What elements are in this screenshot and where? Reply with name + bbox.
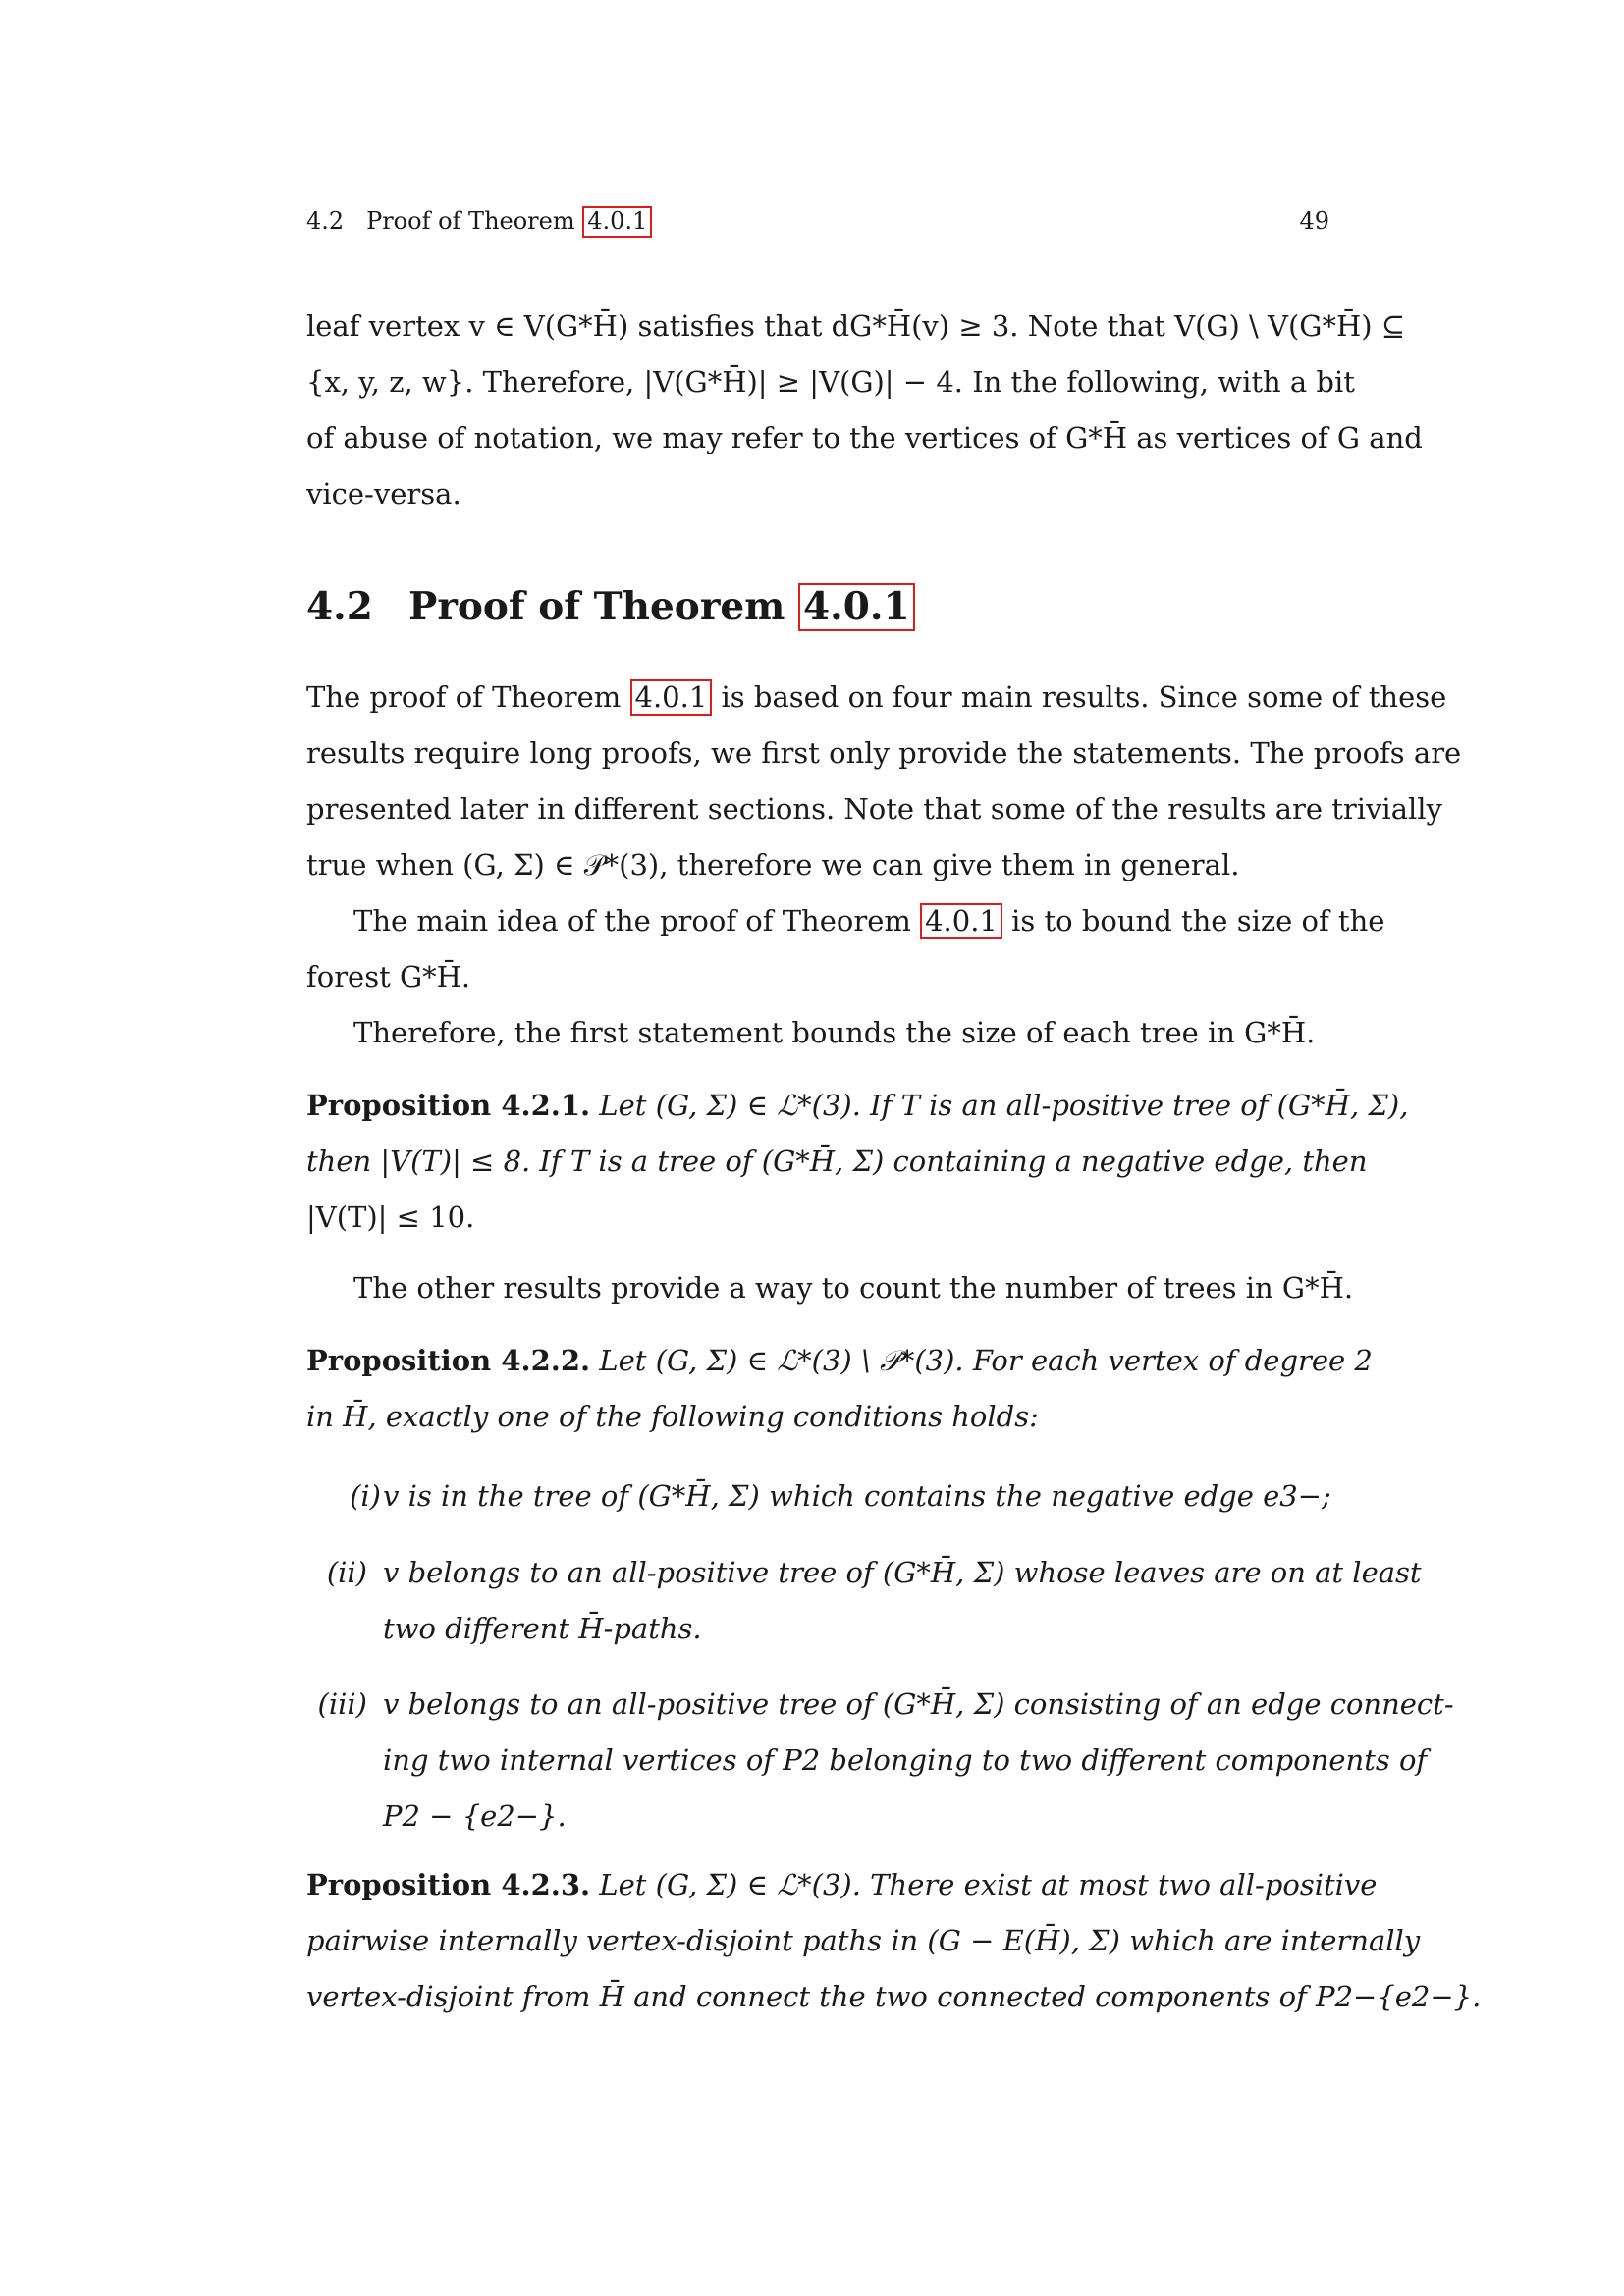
list-item-label: (ii) [326, 1556, 367, 1589]
intro-line: leaf vertex v ∈ V(G*H̄) satisfies that dG*H̄(v) ≥ 3. Note that V(G) \ V(G*H̄) ⊆ [306, 309, 1406, 343]
proposition-line: in H̄, exactly one of the following conditions holds: [306, 1400, 1039, 1433]
list-item-label: (i) [350, 1479, 381, 1513]
proposition-line [306, 1078, 1409, 1134]
proposition-4-2-2 [306, 1333, 1373, 1445]
paragraph-line [306, 669, 1447, 725]
paragraph-1 [306, 669, 1462, 893]
text-run: The proof of Theorem [306, 680, 622, 714]
list-item-line: two different H̄-paths. [383, 1612, 702, 1645]
section-number: 4.2 [306, 584, 373, 629]
intro-line: of abuse of notation, we may refer to the vertices of G*H̄ as vertices of G and [306, 421, 1423, 454]
list-item-ii [326, 1545, 1422, 1657]
list-item-label: (iii) [317, 1687, 367, 1721]
proposition-label: Proposition 4.2.3. [306, 1868, 591, 1901]
proposition-line: pairwise internally vertex-disjoint paths in (G − E(H̄), Σ) which are internally [306, 1924, 1421, 1957]
paragraph-3 [306, 1005, 1329, 1061]
list-item-line: ing two internal vertices of P2 belonging to two different components of [383, 1743, 1428, 1777]
intro-line: {x, y, z, w}. Therefore, |V(G*H̄)| ≥ |V(G)| − 4. In the following, with a bit [306, 365, 1355, 399]
paragraph-4 [306, 1260, 1354, 1316]
header-title: Proof of Theorem [366, 207, 575, 235]
section-title: Proof of Theorem [408, 584, 785, 629]
paragraph-line: forest G*H̄. [306, 960, 471, 993]
section-heading [306, 579, 915, 634]
text-run: is to bound the size of the [1011, 904, 1385, 937]
intro-line: vice-versa. [306, 477, 461, 510]
text-run: is based on four main results. Since some of these [721, 680, 1447, 714]
proposition-text: Let (G, Σ) ∈ ℒ*(3). If T is an all-positive tree of (G*H̄, Σ), [599, 1089, 1409, 1122]
paragraph-line: true when (G, Σ) ∈ 𝒫*(3), therefore we can give them in general. [306, 848, 1240, 881]
theorem-link[interactable]: 4.0.1 [920, 903, 1002, 939]
intro-paragraph [306, 298, 1423, 522]
proposition-text: Let (G, Σ) ∈ ℒ*(3) \ 𝒫*(3). For each vertex of degree 2 [599, 1344, 1373, 1377]
proposition-line: then |V(T)| ≤ 8. If T is a tree of (G*H̄, Σ) containing a negative edge, then [306, 1145, 1368, 1178]
list-item-line: v belongs to an all-positive tree of (G*H̄, Σ) consisting of an edge connect- [383, 1687, 1454, 1721]
section-theorem-link[interactable]: 4.0.1 [798, 583, 915, 631]
proposition-4-2-3 [306, 1857, 1482, 2025]
list-item-line: v belongs to an all-positive tree of (G*H̄, Σ) whose leaves are on at least [383, 1556, 1422, 1589]
paragraph-line: The other results provide a way to count the number of trees in G*H̄. [353, 1271, 1354, 1305]
paragraph-line: Therefore, the first statement bounds the size of each tree in G*H̄. [353, 1016, 1316, 1049]
proposition-line [306, 1857, 1378, 1913]
list-item-iii [317, 1677, 1454, 1844]
proposition-label: Proposition 4.2.2. [306, 1344, 591, 1377]
header-theorem-link[interactable]: 4.0.1 [582, 206, 652, 238]
proposition-line: vertex-disjoint from H̄ and connect the two connected components of P2−{e2−}. [306, 1980, 1482, 2013]
proposition-4-2-1 [306, 1078, 1409, 1246]
text-run: The main idea of the proof of Theorem [353, 904, 911, 937]
theorem-link[interactable]: 4.0.1 [630, 679, 713, 716]
list-item-line: P2 − {e2−}. [383, 1799, 567, 1833]
paragraph-line: presented later in different sections. Note that some of the results are trivially [306, 792, 1442, 826]
paragraph-line: results require long proofs, we first only provide the statements. The proofs are [306, 736, 1462, 770]
paragraph-2 [306, 893, 1385, 1005]
header-left [306, 204, 652, 238]
header-section-number: 4.2 [306, 207, 345, 235]
list-item-text: v is in the tree of (G*H̄, Σ) which contains the negative edge e3−; [383, 1479, 1331, 1513]
proposition-label: Proposition 4.2.1. [306, 1089, 591, 1122]
page-number: 49 [1299, 207, 1329, 235]
running-header [306, 204, 1329, 238]
paragraph-line [306, 893, 1385, 949]
proposition-line [306, 1333, 1373, 1389]
proposition-text: Let (G, Σ) ∈ ℒ*(3). There exist at most two all-positive [599, 1868, 1378, 1901]
proposition-line: |V(T)| ≤ 10. [306, 1201, 475, 1234]
